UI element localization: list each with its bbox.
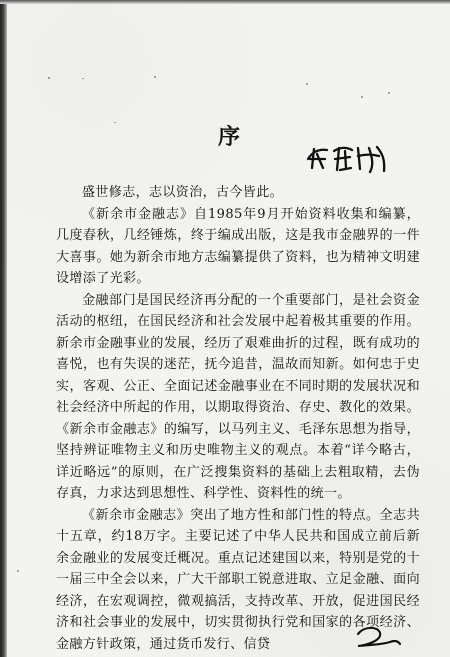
paragraph-4: 《新余市金融志》突出了地方性和部门性的特点。全志共十五章，约18万字。主要记述了中华人民共和国成立前后新余金融业的发展变迁概况。重点记述建国以来，特别是党的十一届三中全会以来，广大干部职工锐意进取、立足金融、面向经济，在宏观调控，微观搞活，支持改革、开放，促进国民经济和社会事业的发展中，切实贯彻执行党和国家的各项经济、金融方针政策，通过货币发行、信贷 bbox=[56, 507, 420, 652]
scan-top-edge bbox=[0, 0, 450, 4]
handwritten-signature bbox=[300, 137, 400, 177]
scan-left-edge bbox=[0, 0, 7, 657]
scan-speck bbox=[154, 76, 156, 78]
paragraph-2: 《新余市金融志》自1985年9月开始资料收集和编纂，几度春秋，几经锤炼，终于编成出版，这是我市金融界的一件大喜事。她为新余市地方志编纂提供了资料，也为精神文明建设增添了光彩。 bbox=[56, 206, 420, 286]
scan-speck bbox=[361, 96, 363, 98]
scan-speck bbox=[48, 77, 50, 79]
scan-speck bbox=[388, 92, 390, 94]
scan-speck bbox=[17, 570, 19, 572]
paragraph-3: 金融部门是国民经济再分配的一个重要部门，是社会资金活动的枢纽，在国民经济和社会发展中起着极其重要的作用。新余市金融事业的发展，经历了艰难曲折的过程，既有成功的喜悦，也有失误的迷茫，抚今追昔，温故而知新。如何忠于史实，客观、公正、全面记述金融事业在不同时期的发展状况和社会经济中所起的作用，以期取得资治、存史、教化的效果。《新余市金融志》的编写，以马列主义、毛泽东思想为指导，坚持辨证唯物主义和历史唯物主义的观点。本着“详今略古，详近略远”的原则，在广泛搜集资料的基础上去粗取精，去伪存真，力求达到思想性、科学性、资料性的统一。 bbox=[56, 292, 420, 501]
preface-body bbox=[56, 182, 420, 655]
scan-speck bbox=[306, 83, 308, 85]
scan-speck bbox=[114, 122, 116, 123]
page-title: 序 bbox=[218, 124, 242, 150]
handwritten-page-mark bbox=[350, 622, 402, 650]
paragraph-1: 盛世修志，志以资治，古今皆此。 bbox=[82, 185, 284, 200]
scan-speck bbox=[82, 78, 84, 79]
